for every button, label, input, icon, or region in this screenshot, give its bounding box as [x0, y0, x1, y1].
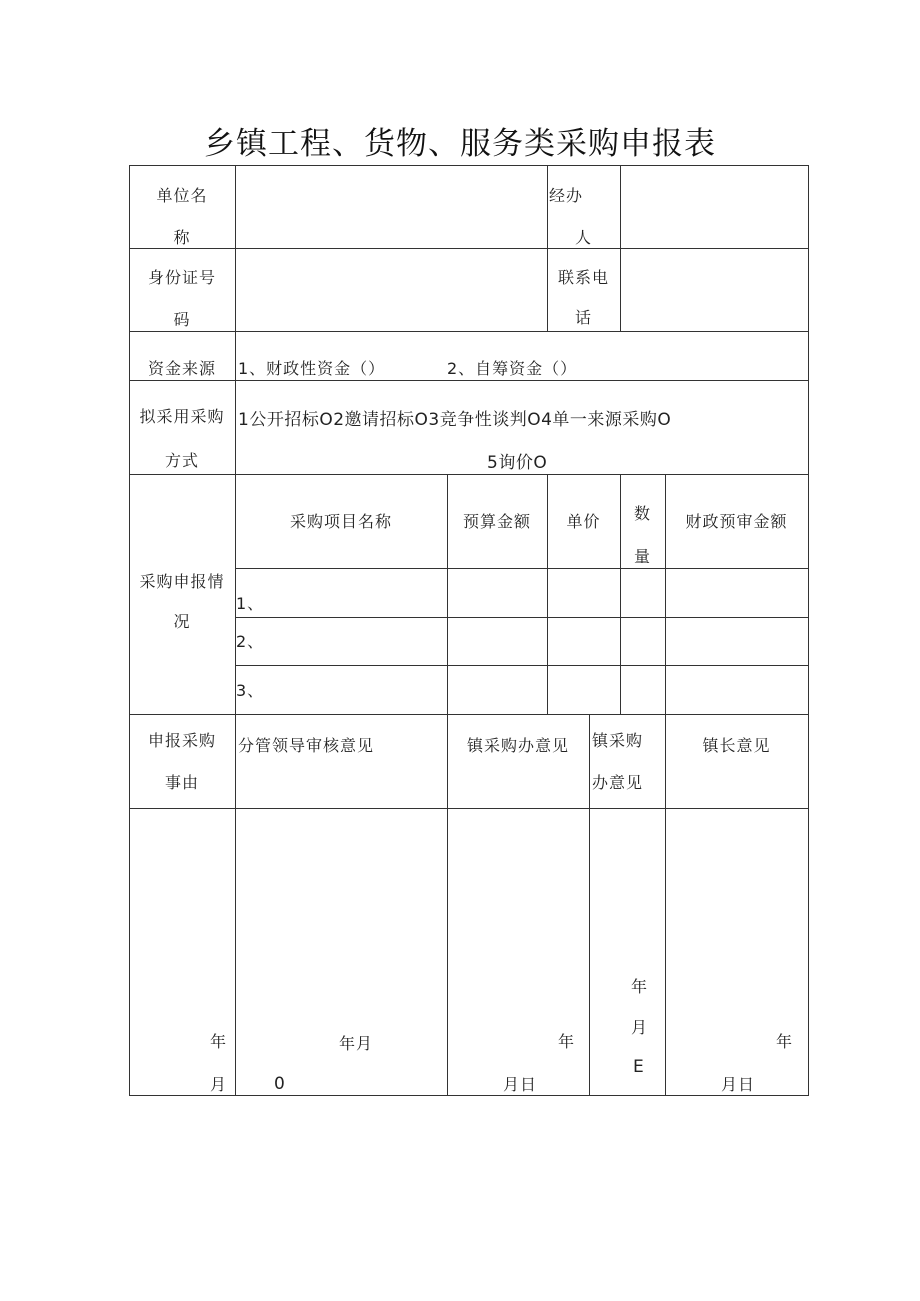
id-number-label: 身份证号 [147, 268, 216, 287]
reason-label-cont: 事由 [164, 773, 199, 792]
fund-option-self[interactable]: 2、自筹资金（） [447, 359, 578, 378]
procurement-method-options[interactable]: 1公开招标O2邀请招标O3竞争性谈判O4单一来源采购O [238, 410, 672, 430]
phone-field[interactable] [621, 249, 807, 331]
row-divider [129, 380, 809, 381]
phone-label: 联系电 [557, 268, 609, 287]
town-office-opinion-area-2[interactable] [590, 809, 664, 1094]
date-year: 年 [776, 1032, 794, 1051]
table-border-right [808, 165, 809, 1095]
table-row-number: 3、 [236, 681, 265, 700]
procurement-method-options-cont[interactable]: 5询价O [487, 453, 548, 473]
col-header-unit-price: 单价 [566, 512, 601, 531]
table-row-number: 2、 [236, 632, 265, 651]
date-day-mark: 0 [274, 1074, 286, 1094]
date-month: 月 [631, 1018, 649, 1037]
date-year-month: 年月 [339, 1034, 374, 1053]
handler-label-cont: 人 [574, 228, 592, 247]
handler-label: 经办 [549, 186, 584, 205]
col-header-project-name: 采购项目名称 [289, 512, 392, 531]
date-day-mark: E [633, 1057, 645, 1077]
town-office-opinion-label: 镇采购办意见 [466, 736, 569, 755]
mayor-opinion-label: 镇长意见 [702, 736, 771, 755]
unit-name-label: 单位名 [156, 186, 208, 205]
form-title: 乡镇工程、货物、服务类采购申报表 [204, 126, 716, 162]
unit-name-field[interactable] [236, 166, 546, 248]
fund-source-label: 资金来源 [147, 359, 216, 378]
date-year: 年 [210, 1032, 228, 1051]
column-divider [547, 165, 548, 331]
leader-opinion-label: 分管领导审核意见 [238, 736, 375, 755]
table-row-number: 1、 [236, 594, 265, 613]
date-month-day: 月日 [503, 1075, 538, 1094]
date-year: 年 [631, 977, 649, 996]
table-border-bottom [129, 1095, 809, 1096]
date-month-day: 月日 [721, 1075, 756, 1094]
town-office-opinion-label-2-cont: 办意见 [592, 773, 644, 792]
unit-name-label-cont: 称 [173, 228, 191, 247]
row-divider [129, 331, 809, 332]
row-divider [129, 714, 809, 715]
fund-option-fiscal[interactable]: 1、财政性资金（） [238, 359, 386, 378]
procurement-method-label: 拟采用采购 [139, 407, 225, 426]
handler-field[interactable] [621, 166, 807, 248]
items-section-label-cont: 况 [173, 612, 191, 631]
column-divider [547, 474, 548, 714]
row-divider [235, 617, 809, 618]
id-number-label-cont: 码 [173, 310, 191, 329]
col-header-finance-review: 财政预审金额 [685, 512, 788, 531]
id-number-field[interactable] [236, 249, 546, 331]
phone-label-cont: 话 [574, 308, 592, 327]
date-month: 月 [210, 1075, 228, 1094]
row-divider [129, 474, 809, 475]
items-section-label: 采购申报情 [139, 572, 225, 591]
row-divider [235, 568, 809, 569]
date-year: 年 [558, 1032, 576, 1051]
town-office-opinion-label-2: 镇采购 [592, 731, 644, 750]
procurement-method-label-cont: 方式 [164, 451, 199, 470]
row-divider [235, 665, 809, 666]
col-header-quantity: 数 [633, 504, 651, 523]
col-header-budget: 预算金额 [462, 512, 531, 531]
col-header-quantity-cont: 量 [633, 547, 651, 566]
reason-label: 申报采购 [147, 731, 216, 750]
